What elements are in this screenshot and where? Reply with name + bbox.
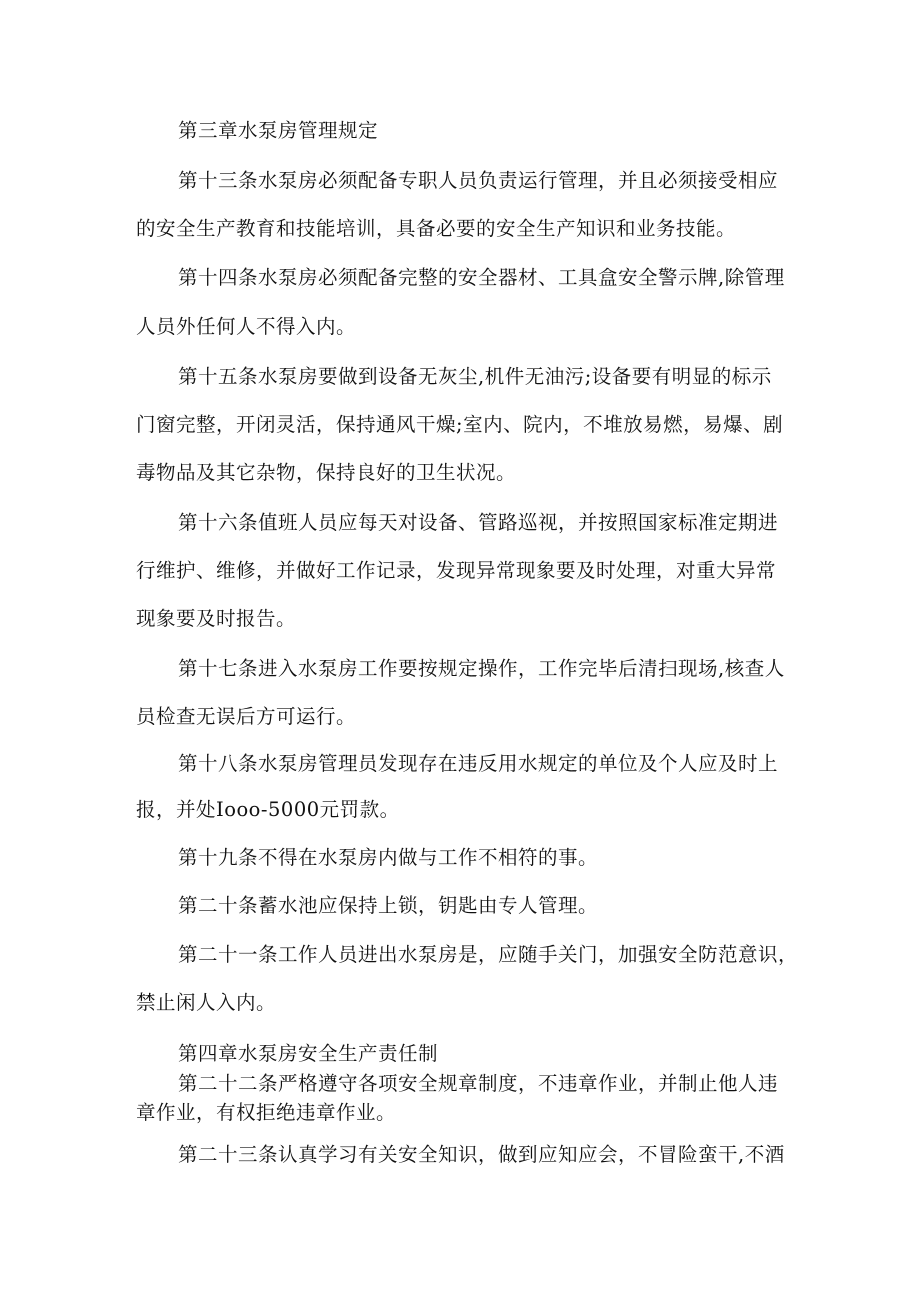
article-20: 第二十条蓄水池应保持上锁，钥匙由专人管理。: [178, 894, 599, 917]
article-19: 第十九条不得在水泵房内做与工作不相符的事。: [178, 846, 599, 869]
article-13-line-1: 第十三条水泵房必须配备专职人员负责运行管理，并且必须接受相应: [178, 169, 779, 192]
article-15-line-3: 毒物品及其它杂物，保持良好的卫生状况。: [136, 461, 517, 484]
article-17-line-2: 员检查无误后方可运行。: [136, 705, 357, 728]
article-15-line-1: 第十五条水泵房要做到设备无灰尘,机件无油污;设备要有明显的标示: [178, 365, 772, 388]
article-16-line-3: 现象要及时报告。: [136, 607, 297, 630]
article-22-line-1: 第二十二条严格遵守各项安全规章制度，不违章作业，并制止他人违: [178, 1072, 779, 1095]
article-14-line-1: 第十四条水泵房必须配备完整的安全器材、工具盒安全警示牌,除管理: [178, 266, 785, 289]
article-16-line-2: 行维护、维修，并做好工作记录，发现异常现象要及时处理，对重大异常: [136, 559, 777, 582]
chapter-4-heading: 第四章水泵房安全生产责任制: [178, 1042, 439, 1065]
article-18-line-1: 第十八条水泵房管理员发现存在违反用水规定的单位及个人应及时上: [178, 752, 779, 775]
article-22-line-2: 章作业，有权拒绝违章作业。: [136, 1101, 397, 1124]
article-15-line-2: 门窗完整，开闭灵活，保持通风干燥;室内、院内，不堆放易燃，易爆、剧: [136, 413, 784, 436]
article-18-line-2: 报，并处Iooo-5000元罚款。: [136, 798, 400, 821]
article-17-line-1: 第十七条进入水泵房工作要按规定操作，工作完毕后清扫现场,核查人: [178, 657, 785, 680]
chapter-3-heading: 第三章水泵房管理规定: [178, 119, 379, 142]
article-21-line-1: 第二十一条工作人员进出水泵房是，应随手关门，加强安全防范意识，: [178, 943, 799, 966]
article-13-line-2: 的安全生产教育和技能培训，具备必要的安全生产知识和业务技能。: [136, 217, 737, 240]
article-16-line-1: 第十六条值班人员应每天对设备、管路巡视，并按照国家标准定期进: [178, 511, 779, 534]
article-21-line-2: 禁止闲人入内。: [136, 991, 277, 1014]
article-23-line-1: 第二十三条认真学习有关安全知识，做到应知应会，不冒险蛮干,不酒: [178, 1143, 785, 1166]
article-14-line-2: 人员外任何人不得入内。: [136, 315, 357, 338]
